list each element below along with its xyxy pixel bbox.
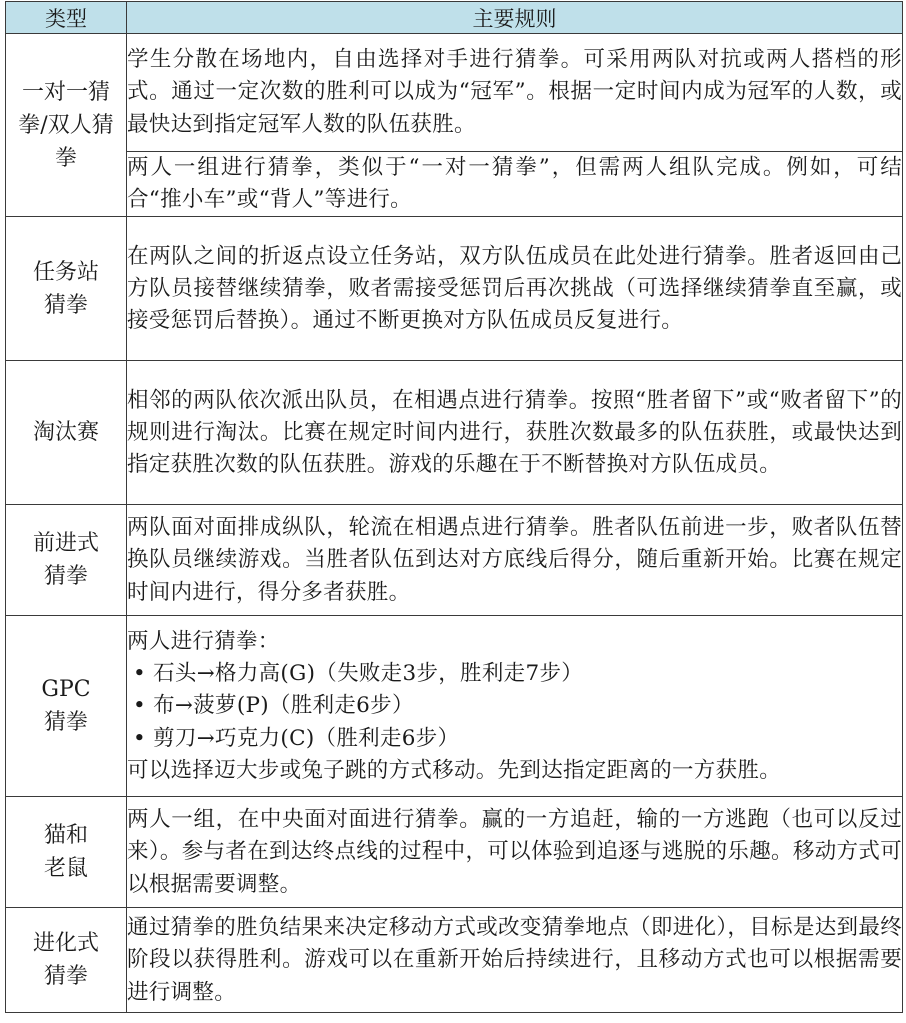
type-name: 前进式猜拳	[32, 531, 99, 590]
rule-cell: 两人一组，在中央面对面进行猜拳。赢的一方追赶，输的一方逃跑（也可以反过来）。参与者在到达终点线的过程中，可以体验到追逐与逃脱的乐趣。移动方式可以根据需要调整。	[127, 797, 903, 908]
type-cell	[6, 908, 127, 1013]
rule-cell: 两人一组进行猜拳，类似于“一对一猜拳”，但需两人组队完成。例如，可结合“推小车”或“背人”等进行。	[127, 152, 903, 217]
rule-bullet-paper: • 布→菠萝(P)（胜利走6步）	[133, 693, 414, 719]
rule-cell: 学生分散在场地内，自由选择对手进行猜拳。可采用两队对抗或两人搭档的形式。通过一定次数的胜利可以成为“冠军”。根据一定时间内成为冠军的人数，或最快达到指定冠军人数的队伍获胜。	[127, 34, 903, 152]
type-name: 任务站猜拳	[32, 259, 99, 318]
table-row	[6, 908, 903, 1013]
table-row	[6, 34, 903, 152]
rule-intro: 两人进行猜拳：	[127, 628, 280, 654]
type-name: GPC猜拳	[41, 677, 91, 736]
type-name: 进化式猜拳	[32, 931, 99, 990]
rule-cell: 在两队之间的折返点设立任务站，双方队伍成员在此处进行猜拳。胜者返回由己方队员接替继续猜拳，败者需接受惩罚后再次挑战（可选择继续猜拳直至赢，或接受惩罚后替换）。通过不断更换对方队伍成员反复进行。	[127, 217, 903, 361]
rules-table	[5, 1, 903, 1013]
rule-cell: 两队面对面排成纵队，轮流在相遇点进行猜拳。胜者队伍前进一步，败者队伍替换队员继续游戏。当胜者队伍到达对方底线后得分，随后重新开始。比赛在规定时间内进行，得分多者获胜。	[127, 505, 903, 616]
rule-header: 主要规则	[127, 2, 903, 34]
type-name: 一对一猜拳/双人猜拳	[18, 79, 114, 171]
table-row	[6, 361, 903, 505]
table-row	[6, 616, 903, 797]
rules-table-wrapper	[5, 1, 902, 1013]
type-cell	[6, 505, 127, 616]
rule-cell	[127, 616, 903, 797]
type-cell	[6, 616, 127, 797]
type-cell: 淘汰赛	[6, 361, 127, 505]
type-name: 猫和老鼠	[43, 823, 88, 882]
table-row	[6, 797, 903, 908]
table-row	[6, 217, 903, 361]
header-row	[6, 2, 903, 34]
type-header: 类型	[6, 2, 127, 34]
rule-outro: 可以选择迈大步或兔子跳的方式移动。先到达指定距离的一方获胜。	[127, 757, 782, 783]
rule-bullet-rock: • 石头→格力高(G)（失败走3步，胜利走7步）	[133, 661, 584, 687]
type-cell	[6, 34, 127, 217]
rule-cell: 相邻的两队依次派出队员，在相遇点进行猜拳。按照“胜者留下”或“败者留下”的规则进行淘汰。比赛在规定时间内进行，获胜次数最多的队伍获胜，或最快达到指定获胜次数的队伍获胜。游戏的乐趣在于不断替换对方队伍成员。	[127, 361, 903, 505]
rule-bullet-scissors: • 剪刀→巧克力(C)（胜利走6步）	[133, 725, 460, 751]
table-row	[6, 152, 903, 217]
rule-cell: 通过猜拳的胜负结果来决定移动方式或改变猜拳地点（即进化），目标是达到最终阶段以获得胜利。游戏可以在重新开始后持续进行，且移动方式也可以根据需要进行调整。	[127, 908, 903, 1013]
type-cell	[6, 797, 127, 908]
type-cell	[6, 217, 127, 361]
table-row	[6, 505, 903, 616]
